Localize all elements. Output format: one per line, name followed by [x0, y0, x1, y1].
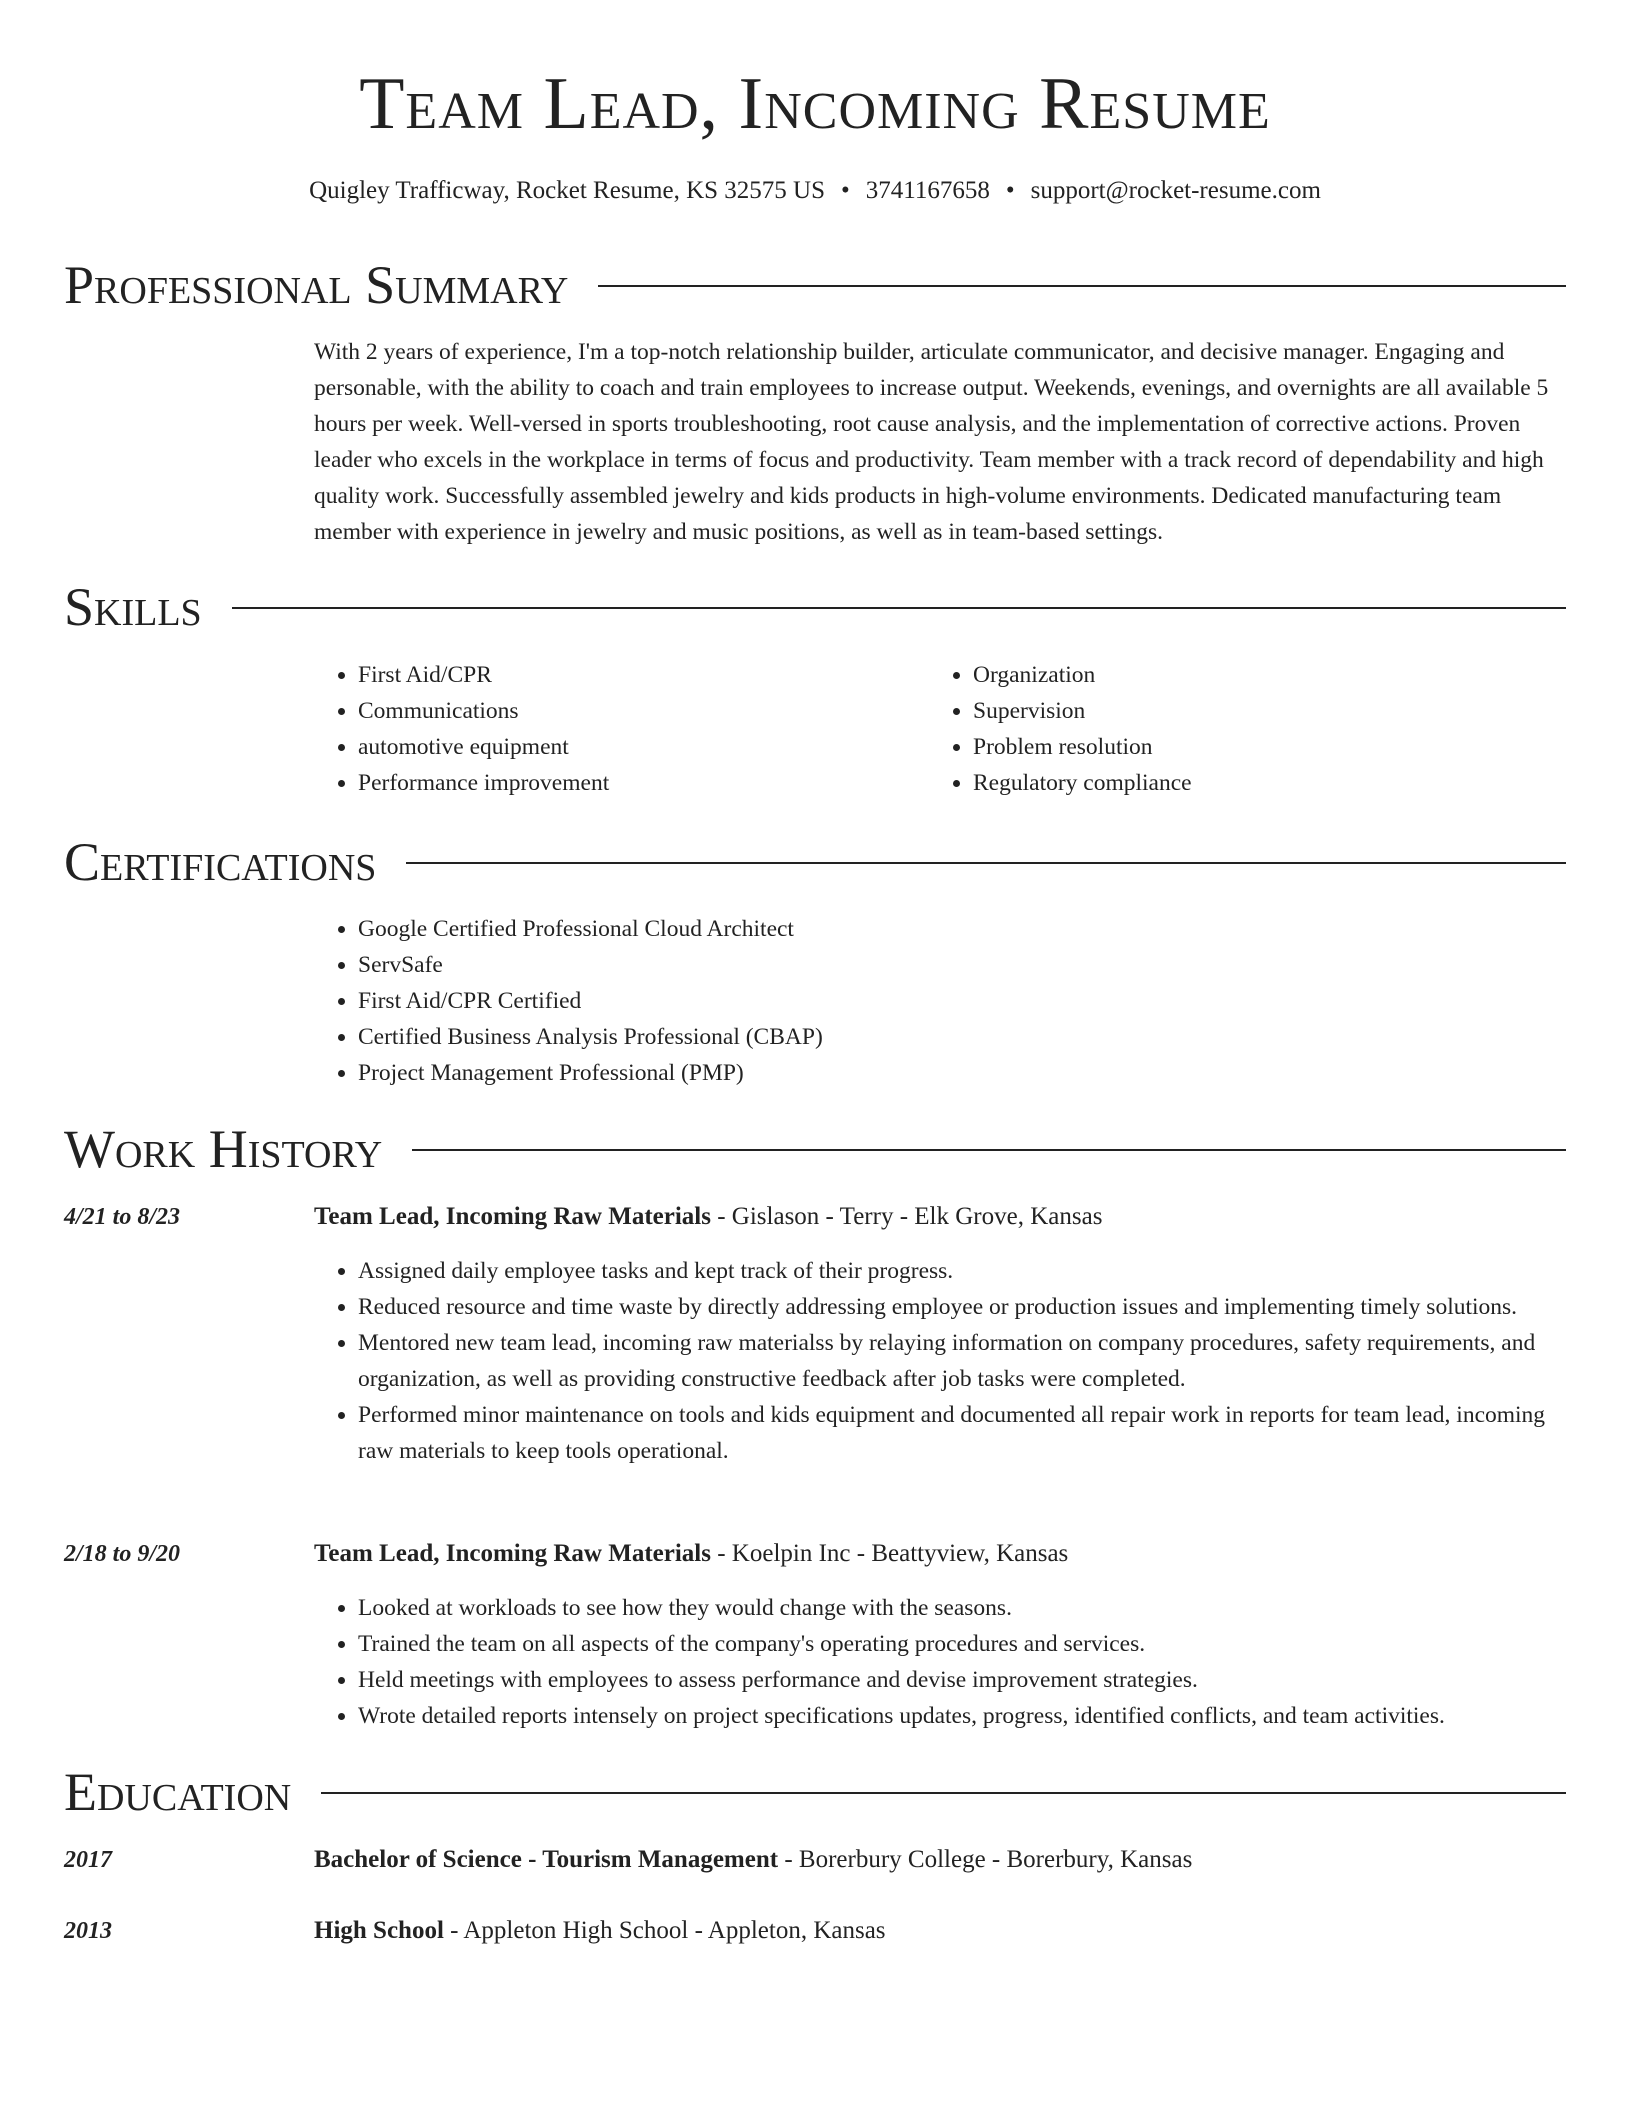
contact-line [64, 174, 1566, 208]
job-employer-location: - Gislason - Terry - Elk Grove, Kansas [710, 1203, 1103, 1230]
job-employer-location: - Koelpin Inc - Beattyview, Kansas [710, 1540, 1069, 1567]
work-dates: 4/21 to 8/23 [64, 1204, 181, 1230]
summary-text: With 2 years of experience, I'm a top-notch relationship builder, articulate communicator, and decisive manager. Engaging and personable, with the ability to coach and train employees to increase output. Weekends, evenings, and overnights are all available 5 hours per week. Well-versed in sports troubleshooting, root cause analysis, and the implementation of corrective actions. Proven leader who excels in the workplace in terms of focus and productivity. Team member with a track record of dependability and high quality work. Successfully assembled jewelry and kids products in high-volume environments. Dedicated manufacturing team member with experience in jewelry and music positions, as well as in team-based settings. [314, 339, 1549, 545]
skill-item: • Regulatory compliance [973, 765, 1544, 801]
education-heading: Education [64, 1762, 292, 1822]
skill-item: • Supervision [973, 693, 1544, 729]
work-heading-line [314, 1536, 1566, 1572]
work-bullet: • Wrote detailed reports intensely on project specifications updates, progress, identified conflicts, and team activities. [358, 1698, 1566, 1734]
work-heading: Work History [64, 1119, 383, 1179]
certification-item: • ServSafe [358, 947, 1566, 983]
certification-item: • Project Management Professional (PMP) [358, 1055, 1566, 1091]
contact-address: Quigley Trafficway, Rocket Resume, KS 32575 US [309, 177, 826, 204]
degree: High School [314, 1917, 444, 1944]
work-bullet: • Assigned daily employee tasks and kept track of their progress. [358, 1253, 1566, 1289]
work-bullet: • Trained the team on all aspects of the company's operating procedures and services. [358, 1626, 1566, 1662]
school-location: - Appleton High School - Appleton, Kansas [443, 1917, 886, 1944]
skill-item: • automotive equipment [358, 729, 929, 765]
contact-separator: • [841, 177, 850, 204]
section-divider [412, 1149, 1566, 1151]
summary-heading: Professional Summary [64, 255, 569, 315]
education-year: 2017 [64, 1847, 112, 1873]
skills-column-right [929, 657, 1544, 801]
education-year: 2013 [64, 1918, 112, 1944]
certification-item: • Google Certified Professional Cloud Architect [358, 911, 1566, 947]
skills-column-left [314, 657, 929, 801]
education-heading-line [314, 1842, 1566, 1878]
education-section-header [64, 1757, 1566, 1827]
education-heading-line [314, 1913, 1566, 1949]
work-bullet: • Performed minor maintenance on tools and kids equipment and documented all repair work in reports for team lead, incoming raw materials to keep tools operational. [358, 1397, 1566, 1469]
certifications-section-header [64, 827, 1566, 897]
work-heading-line [314, 1199, 1566, 1235]
work-bullet: • Looked at workloads to see how they would change with the seasons. [358, 1590, 1566, 1626]
degree: Bachelor of Science - Tourism Management [314, 1846, 779, 1873]
contact-email: support@rocket-resume.com [1030, 177, 1321, 204]
skill-item: • Problem resolution [973, 729, 1544, 765]
resume-title: Team Lead, Incoming Resume [359, 63, 1271, 145]
certifications-list [314, 911, 1566, 1091]
job-title: Team Lead, Incoming Raw Materials [314, 1540, 711, 1567]
work-bullets [314, 1590, 1566, 1734]
section-divider [406, 862, 1566, 864]
skill-item: • Organization [973, 657, 1544, 693]
contact-phone: 3741167658 [865, 177, 990, 204]
skills-heading: Skills [64, 577, 202, 637]
section-divider [598, 285, 1566, 287]
section-divider [321, 1792, 1566, 1794]
certification-item: • Certified Business Analysis Professional (CBAP) [358, 1019, 1566, 1055]
skills-list [314, 657, 1566, 801]
work-bullet: • Reduced resource and time waste by directly addressing employee or production issues and implementing timely solutions. [358, 1289, 1566, 1325]
work-bullet: • Held meetings with employees to assess performance and devise improvement strategies. [358, 1662, 1566, 1698]
section-divider [232, 607, 1566, 609]
certification-item: • First Aid/CPR Certified [358, 983, 1566, 1019]
work-section-header [64, 1114, 1566, 1184]
skill-item: • Communications [358, 693, 929, 729]
skill-item: • First Aid/CPR [358, 657, 929, 693]
job-title: Team Lead, Incoming Raw Materials [314, 1203, 711, 1230]
skill-item: • Performance improvement [358, 765, 929, 801]
school-location: - Borerbury College - Borerbury, Kansas [778, 1846, 1193, 1873]
summary-section-header [64, 250, 1566, 320]
work-bullet: • Mentored new team lead, incoming raw materialss by relaying information on company procedures, safety requirements, and organization, as well as providing constructive feedback after job tasks were completed. [358, 1325, 1566, 1397]
work-dates: 2/18 to 9/20 [64, 1541, 181, 1567]
work-bullets [314, 1253, 1566, 1469]
summary-body [314, 334, 1566, 550]
skills-section-header [64, 572, 1566, 642]
certifications-heading: Certifications [64, 832, 377, 892]
contact-separator: • [1005, 177, 1015, 204]
